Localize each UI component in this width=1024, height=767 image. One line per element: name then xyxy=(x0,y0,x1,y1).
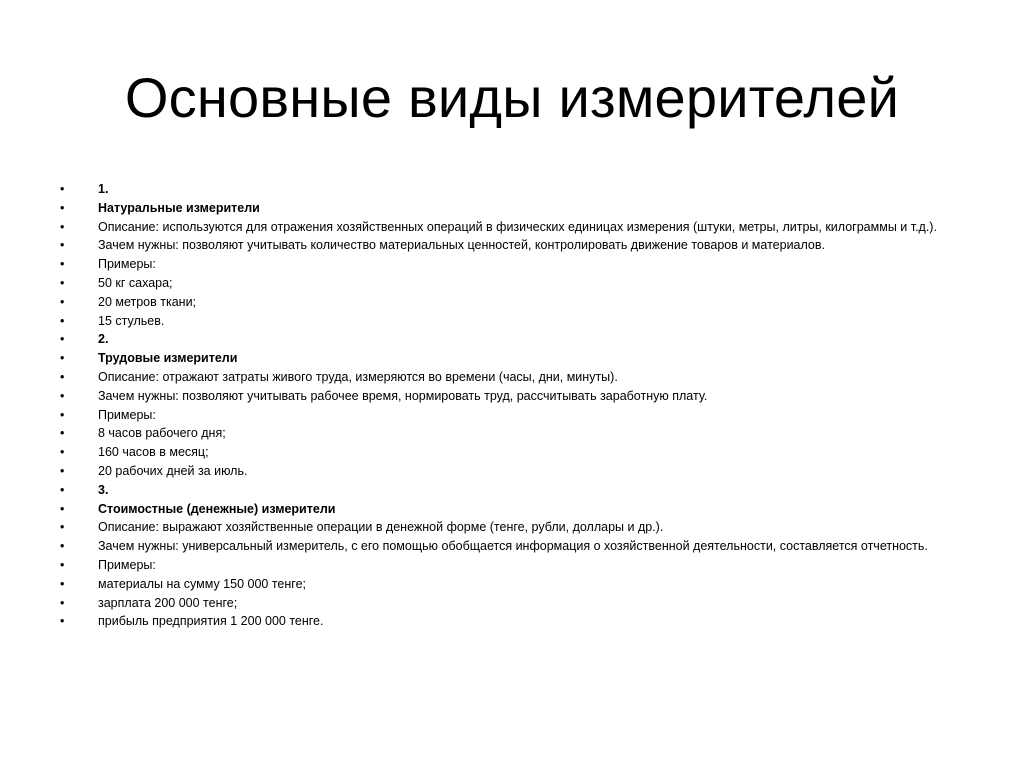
bullet-text: Натуральные измерители xyxy=(98,200,260,215)
bullet-dot-icon: • xyxy=(60,520,65,535)
bullet-item xyxy=(60,312,960,331)
bullet-dot-icon: • xyxy=(60,219,65,234)
bullet-item xyxy=(60,180,960,199)
bullet-item xyxy=(60,481,960,500)
bullet-text: материалы на сумму 150 000 тенге; xyxy=(98,576,306,591)
bullet-dot-icon: • xyxy=(60,388,65,403)
bullet-text: Примеры: xyxy=(98,557,156,572)
bullet-item xyxy=(60,537,960,556)
slide-title: Основные виды измерителей xyxy=(124,66,900,129)
bullet-dot-icon: • xyxy=(60,332,65,347)
bullet-item xyxy=(60,236,960,255)
bullet-item xyxy=(60,424,960,443)
bullet-dot-icon: • xyxy=(60,200,65,215)
bullet-list xyxy=(60,180,960,631)
bullet-item xyxy=(60,462,960,481)
bullet-dot-icon: • xyxy=(60,294,65,309)
bullet-item xyxy=(60,556,960,575)
bullet-item xyxy=(60,387,960,406)
bullet-text: Примеры: xyxy=(98,257,156,272)
bullet-text: Зачем нужны: универсальный измеритель, с его помощью обобщается информация о хозяйственной деятельности, составляется отчетность. xyxy=(98,539,928,554)
bullet-dot-icon: • xyxy=(60,539,65,554)
bullet-dot-icon: • xyxy=(60,501,65,516)
bullet-text: Описание: используются для отражения хозяйственных операций в физических единицах измерения (штуки, метры, литры, килограммы и т.д.). xyxy=(98,219,937,234)
bullet-dot-icon: • xyxy=(60,445,65,460)
bullet-text: Описание: отражают затраты живого труда, измеряются во времени (часы, дни, минуты). xyxy=(98,369,618,384)
bullet-item xyxy=(60,443,960,462)
bullet-item xyxy=(60,594,960,613)
bullet-dot-icon: • xyxy=(60,426,65,441)
bullet-dot-icon: • xyxy=(60,182,65,196)
bullet-text: 2. xyxy=(98,332,109,347)
bullet-item xyxy=(60,293,960,312)
bullet-item xyxy=(60,255,960,274)
bullet-dot-icon: • xyxy=(60,257,65,272)
bullet-text: Стоимостные (денежные) измерители xyxy=(98,501,336,516)
bullet-dot-icon: • xyxy=(60,614,65,629)
bullet-item xyxy=(60,368,960,387)
bullet-text: Зачем нужны: позволяют учитывать количество материальных ценностей, контролировать движение товаров и материалов. xyxy=(98,238,826,253)
bullet-text: 8 часов рабочего дня; xyxy=(98,426,226,441)
bullet-text: 20 рабочих дней за июль. xyxy=(98,463,248,478)
bullet-item xyxy=(60,500,960,519)
bullet-text: Примеры: xyxy=(98,407,156,422)
bullet-item xyxy=(60,274,960,293)
bullet-dot-icon: • xyxy=(60,557,65,572)
bullet-item xyxy=(60,518,960,537)
bullet-dot-icon: • xyxy=(60,595,65,610)
bullet-text: Зачем нужны: позволяют учитывать рабочее время, нормировать труд, рассчитывать заработную плату. xyxy=(98,388,708,403)
bullet-text: Трудовые измерители xyxy=(98,351,238,366)
bullet-item xyxy=(60,575,960,594)
bullet-item xyxy=(60,406,960,425)
bullet-text: 50 кг сахара; xyxy=(98,275,173,290)
bullet-text: зарплата 200 000 тенге; xyxy=(98,595,238,610)
bullet-dot-icon: • xyxy=(60,275,65,290)
bullet-item xyxy=(60,612,960,631)
bullet-dot-icon: • xyxy=(60,238,65,253)
bullet-text: 1. xyxy=(98,182,109,196)
bullet-dot-icon: • xyxy=(60,351,65,366)
bullet-dot-icon: • xyxy=(60,313,65,328)
bullet-item xyxy=(60,199,960,218)
bullet-dot-icon: • xyxy=(60,482,65,497)
bullet-text: 15 стульев. xyxy=(98,313,165,328)
bullet-dot-icon: • xyxy=(60,369,65,384)
bullet-text: Описание: выражают хозяйственные операции в денежной форме (тенге, рубли, доллары и др.). xyxy=(98,520,664,535)
bullet-text: 3. xyxy=(98,482,109,497)
bullet-dot-icon: • xyxy=(60,576,65,591)
bullet-dot-icon: • xyxy=(60,463,65,478)
bullet-dot-icon: • xyxy=(60,407,65,422)
bullet-item xyxy=(60,349,960,368)
bullet-text: 20 метров ткани; xyxy=(98,294,197,309)
bullet-item xyxy=(60,218,960,237)
bullet-text: прибыль предприятия 1 200 000 тенге. xyxy=(98,614,324,629)
bullet-item xyxy=(60,330,960,349)
bullet-text: 160 часов в месяц; xyxy=(98,445,209,460)
